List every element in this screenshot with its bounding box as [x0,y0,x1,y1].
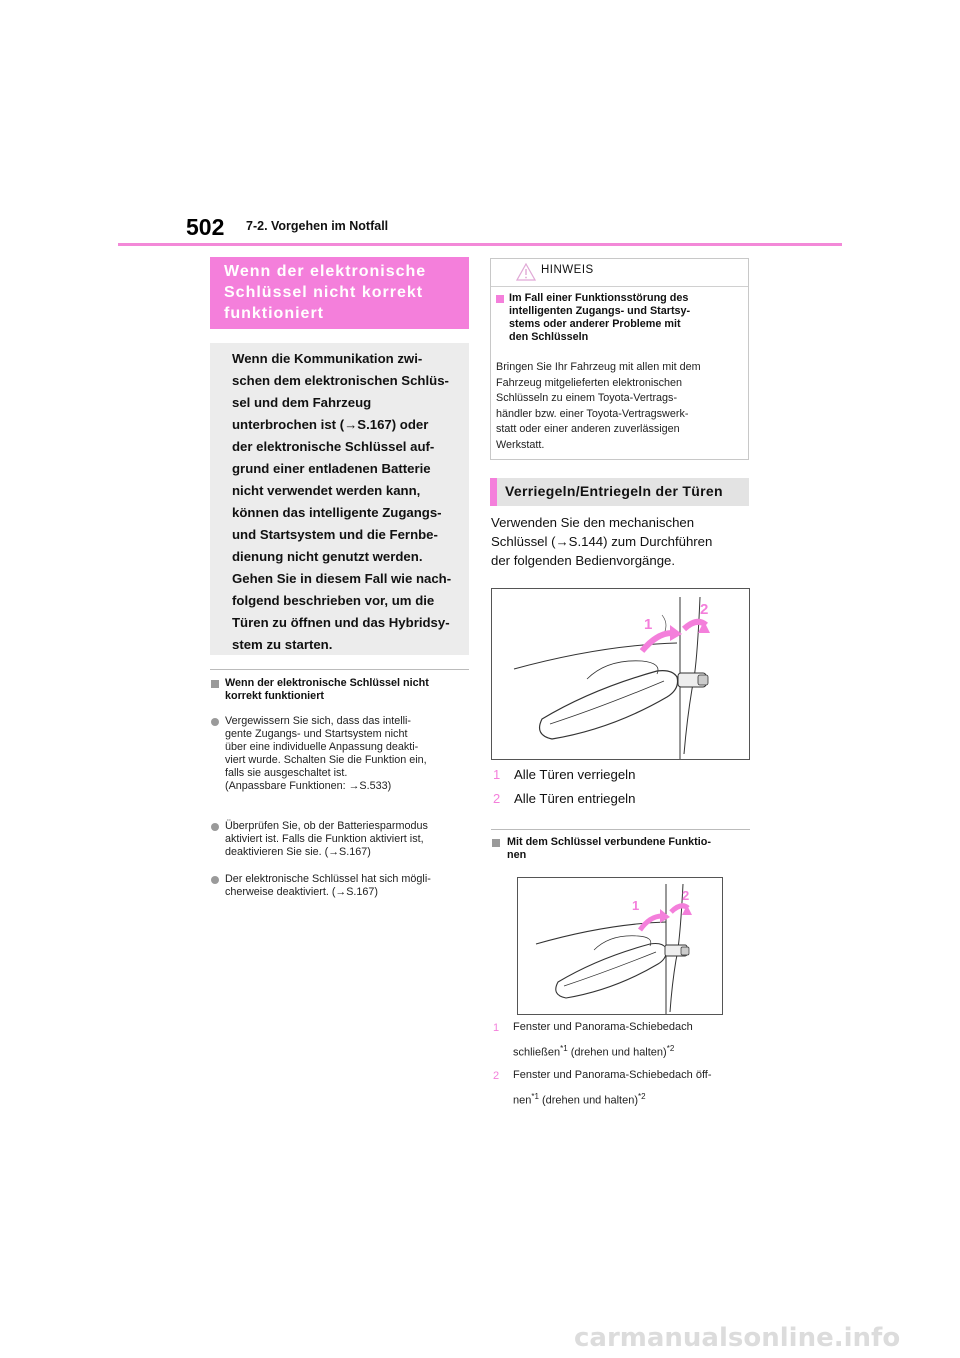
figure-label: 2 [682,888,690,903]
figure-label: 1 [644,616,653,633]
section-divider [491,829,750,830]
section-title: 7-2. Vorgehen im Notfall [246,219,389,233]
door-handle-illustration [518,878,722,1014]
intro-box [210,343,469,655]
subheading-key-malfunction: Wenn der elektronische Schlüssel nicht korrekt funktioniert [225,677,429,702]
section-divider [210,669,469,670]
caption-line: nen$^{*1}$ (drehen und halten)$^{*2}$ [513,1092,646,1107]
door-handle-illustration [492,589,749,759]
notice-body: Bringen Sie Ihr Fahrzeug mit allen mit dem Fahrzeug mitgelieferten elektronischen Schlüsseln zu einem Toyota-Vertrags- händler bzw. einer Toyota-Vertragswerk- statt oder einer anderen zuverlässigen Werkstatt. [496,361,701,451]
door-handle-figure [491,588,750,760]
caption-line: Fenster und Panorama-Schiebedach öff- [513,1069,712,1081]
caption-number: 2 [493,1070,500,1082]
bullet-item: Vergewissern Sie sich, dass das intelli- gente Zugangs- und Startsystem nicht über eine individuelle Anpassung deakti- viert wurde. Schalten Sie die Funktion ein, falls sie ausgeschaltet ist. (Anpassbare Funktionen: →S.533) [225,715,427,792]
notice-divider [491,286,748,287]
lock-unlock-heading: Verriegeln/Entriegeln der Türen [505,483,723,499]
bullet-item: Überprüfen Sie, ob der Batteriesparmodus aktiviert ist. Falls die Funktion aktiviert ist, deaktivieren Sie sie. (→S.167) [225,820,428,858]
bullet-item: Der elektronische Schlüssel hat sich mögli- cherweise deaktiviert. (→S.167) [225,873,431,898]
header-divider [118,243,842,246]
figure-label: 2 [700,601,709,618]
caption-line: Fenster und Panorama-Schiebedach [513,1021,693,1033]
notice-heading: Im Fall einer Funktionsstörung des intelligenten Zugangs- und Startsy- stems oder anderer Probleme mit den Schlüsseln [509,292,691,343]
intro-text: Wenn die Kommunikation zwi- schen dem elektronischen Schlüs- sel und dem Fahrzeug unterbrochen ist (→S.167) oder der elektronische Schlüssel auf- grund einer entladenen Batterie nicht verwendet werden kann, können das intelligente Zugangs- und Startsystem und die Fernbe- dienung nicht genutzt werden. Gehen Sie in diesem Fall wie nach- folgend beschrieben vor, um die Türen zu öffnen und das Hybridsy- stem zu starten. [232,351,452,652]
figure-label: 1 [632,898,640,913]
circle-bullet-icon [211,823,219,831]
heading-accent-bar [490,478,497,506]
square-bullet-icon [496,295,504,303]
page-number: 502 [186,214,225,240]
lock-unlock-intro: Verwenden Sie den mechanischen Schlüssel (→S.144) zum Durchführen der folgenden Bedienvorgänge. [491,515,713,568]
circle-bullet-icon [211,718,219,726]
window-control-figure [517,877,723,1015]
circle-bullet-icon [211,876,219,884]
topic-title-box [210,257,469,329]
notice-title: HINWEIS [541,264,594,276]
square-bullet-icon [492,839,500,847]
subheading-key-functions: Mit dem Schlüssel verbundene Funktio- nen [507,836,711,861]
caption-number: 1 [493,1022,500,1034]
watermark: carmanualsonline.info [574,1323,901,1353]
lock-unlock-heading-box [490,478,749,506]
step-number: 1 [493,767,501,782]
warning-triangle-icon [516,263,536,281]
square-bullet-icon [211,680,219,688]
step-text: Alle Türen entriegeln [514,791,636,806]
step-text: Alle Türen verriegeln [514,767,636,782]
step-number: 2 [493,791,501,806]
topic-title: Wenn der elektronische Schlüssel nicht korrekt funktioniert [224,263,427,322]
caption-line: schließen$^{*1}$ (drehen und halten)$^{*2}$ [513,1044,675,1059]
